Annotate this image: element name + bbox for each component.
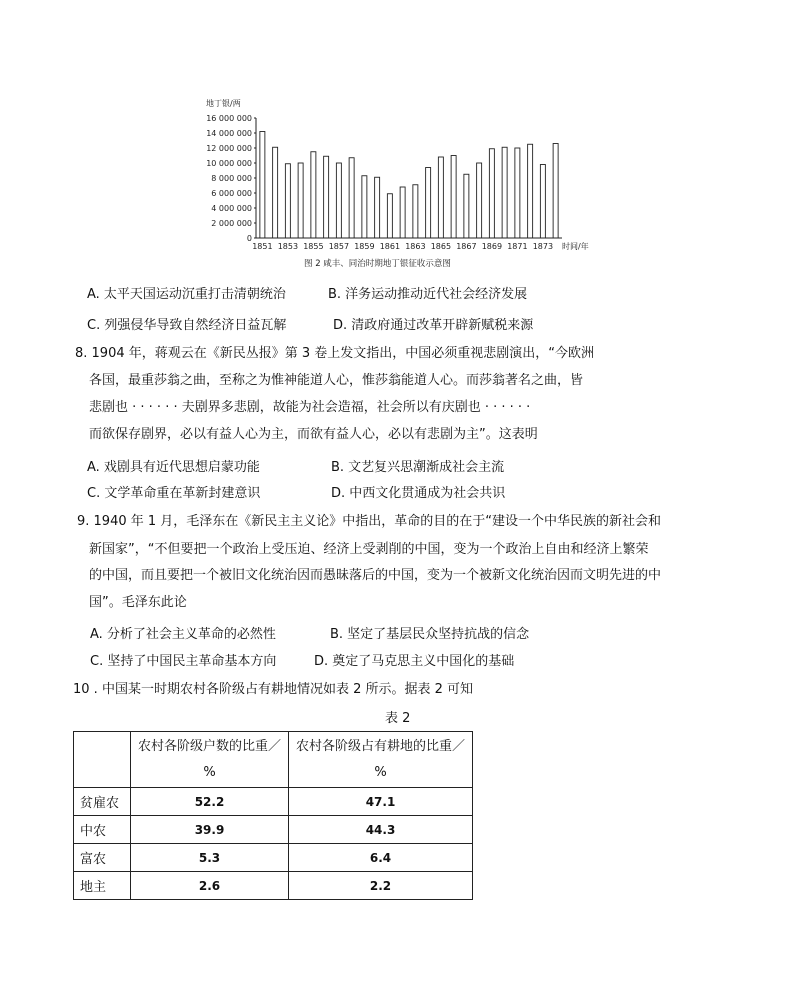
q9-option-b[interactable]: B. 坚定了基层民众坚持抗战的信念 [330,627,530,642]
bar-1856 [324,156,329,238]
row-label: 贫雇农 [74,788,131,816]
q8-option-d[interactable]: D. 中西文化贯通成为社会共识 [331,486,506,501]
q8-stem-line1: 8. 1904 年，蒋观云在《新民丛报》第 3 卷上发文指出，中国必须重视悲剧演出，“今欧洲 [75,346,595,361]
y-tick-label: 10 000 000 [206,159,252,168]
bar-1861 [387,194,392,238]
q8-option-b[interactable]: B. 文艺复兴思潮渐成社会主流 [331,460,505,475]
row-households: 2.6 [131,872,289,900]
q9-stem-line3: 的中国，而且要把一个被旧文化统治因而愚昧落后的中国，变为一个被新文化统治因而文明先进的中 [89,568,662,583]
bar-1859 [362,176,367,238]
bar-1852 [273,147,278,238]
y-tick-label: 8 000 000 [211,174,252,183]
table-title: 表 2 [385,711,411,726]
table-row [74,788,473,816]
y-tick-label: 2 000 000 [211,219,252,228]
y-tick-label: 6 000 000 [211,189,252,198]
q9-option-d[interactable]: D. 奠定了马克思主义中国化的基础 [314,654,515,669]
q7-option-d[interactable]: D. 清政府通过改革开辟新赋税来源 [333,318,534,333]
bar-1869 [489,149,494,238]
x-tick-label: 1865 [430,242,452,251]
chart-ylabel: 地丁银/两 [206,99,241,108]
q9-stem-line1: 9. 1940 年 1 月，毛泽东在《新民主主义论》中指出，革命的目的在于“建设一个中华民族的新社会和 [77,514,662,529]
x-tick-label: 1863 [405,242,426,251]
y-tick-label: 16 000 000 [206,114,252,123]
table-row [74,816,473,844]
chart-svg [200,96,600,276]
row-land: 6.4 [289,844,473,872]
bar-1858 [349,158,354,238]
row-households: 39.9 [131,816,289,844]
q9-stem-line4: 国”。毛泽东此论 [89,595,187,610]
q9-option-a[interactable]: A. 分析了社会主义革命的必然性 [90,627,276,642]
q8-stem-line4: 而欲保存剧界，必以有益人心为主，而欲有益人心，必以有悲剧为主”。这表明 [89,427,538,442]
table-row [74,872,473,900]
bar-1857 [336,163,341,238]
x-tick-label: 1867 [456,242,477,251]
header-land-line2: % [374,764,387,780]
q8-option-c[interactable]: C. 文学革命重在革新封建意识 [87,486,261,501]
chart-xlabel: 时间/年 [562,242,589,251]
header-land-line1: 农村各阶级占有耕地的比重／ [295,738,465,754]
bar-1866 [451,156,456,239]
x-tick-label: 1851 [252,242,273,251]
table-row [74,844,473,872]
bar-1854 [298,163,303,238]
land-tax-chart [200,96,600,276]
land-ownership-table [73,731,473,900]
q7-option-b[interactable]: B. 洋务运动推动近代社会经济发展 [328,287,528,302]
header-households-line1: 农村各阶级户数的比重／ [137,738,281,754]
bar-1864 [426,168,431,239]
bar-1873 [540,165,545,239]
x-tick-label: 1855 [303,242,324,251]
q10-stem: 10 . 中国某一时期农村各阶级占有耕地情况如表 2 所示。据表 2 可知 [73,682,474,697]
y-tick-label: 0 [246,234,252,243]
bar-1860 [375,177,380,238]
table-header-row [74,732,473,788]
row-label: 地主 [74,872,131,900]
bar-1867 [464,174,469,238]
q7-option-c[interactable]: C. 列强侵华导致自然经济日益瓦解 [87,318,287,333]
q8-option-a[interactable]: A. 戏剧具有近代思想启蒙功能 [87,460,260,475]
bar-1871 [515,148,520,238]
bar-1855 [311,152,316,238]
table-header-empty [74,732,131,788]
q7-option-a[interactable]: A. 太平天国运动沉重打击清朝统治 [87,287,286,302]
row-land: 2.2 [289,872,473,900]
x-tick-label: 1861 [379,242,401,251]
x-tick-label: 1859 [354,242,375,251]
table-header-land [289,732,473,788]
y-tick-label: 12 000 000 [206,144,252,153]
bar-1862 [400,187,405,238]
row-label: 中农 [74,816,131,844]
row-land: 47.1 [289,788,473,816]
chart-caption: 图 2 咸丰、同治时期地丁银征收示意图 [304,259,451,269]
bar-1863 [413,185,418,238]
bar-1865 [438,157,443,238]
q9-stem-line2: 新国家”，“不但要把一个政治上受压迫、经济上受剥削的中国，变为一个政治上自由和经济上繁荣 [89,542,649,557]
bar-1872 [528,144,533,238]
y-tick-label: 4 000 000 [211,204,252,213]
x-tick-label: 1869 [481,242,503,251]
q8-stem-line2: 各国，最重莎翁之曲，至称之为惟神能道人心，惟莎翁能道人心。而莎翁著名之曲，皆 [89,373,584,388]
bar-1853 [285,164,290,238]
row-label: 富农 [74,844,131,872]
q8-stem-line3: 悲剧也 · · · · · · 夫剧界多悲剧，故能为社会造福，社会所以有庆剧也 · · · · · · [89,400,531,415]
x-tick-label: 1857 [328,242,350,251]
bar-1874 [553,144,558,239]
x-tick-label: 1853 [277,242,299,251]
row-households: 5.3 [131,844,289,872]
q9-option-c[interactable]: C. 坚持了中国民主革命基本方向 [90,654,277,669]
bar-1851 [260,132,265,239]
table-header-households [131,732,289,788]
bar-1870 [502,147,507,238]
x-tick-label: 1873 [532,242,554,251]
row-households: 52.2 [131,788,289,816]
y-tick-label: 14 000 000 [206,129,252,138]
x-tick-label: 1871 [507,242,528,251]
header-households-line2: % [203,764,216,780]
bar-1868 [477,163,482,238]
row-land: 44.3 [289,816,473,844]
